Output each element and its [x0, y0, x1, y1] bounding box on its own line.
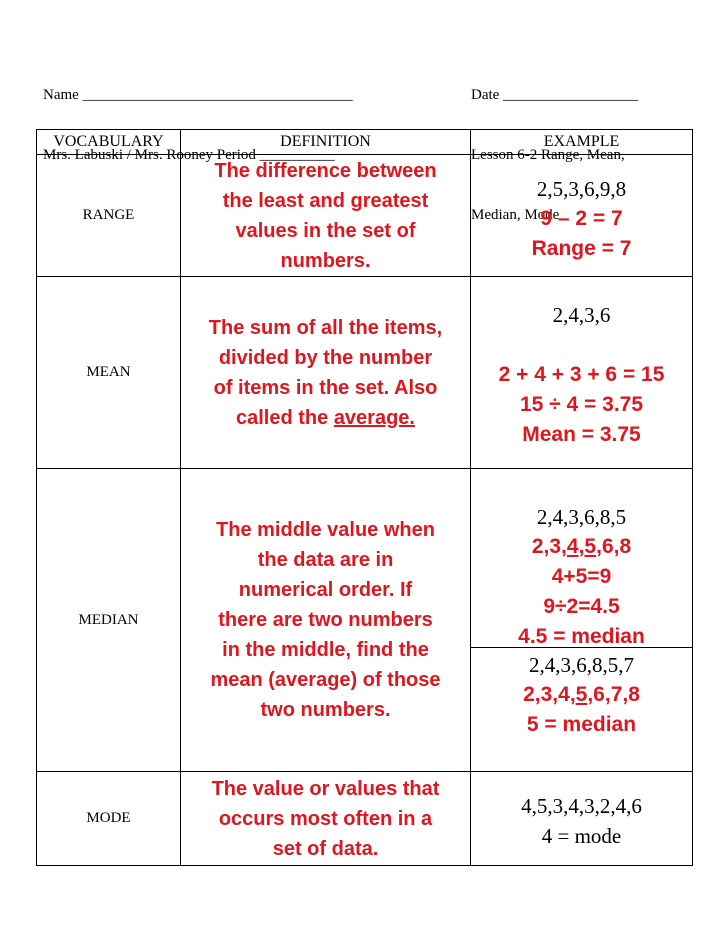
sorted-part: ,6,8: [596, 535, 632, 558]
example-result: 5 = median: [526, 713, 637, 736]
example-result: 4.5 = median: [518, 625, 645, 648]
definition-line: [181, 403, 470, 433]
definition-line: The sum of all the items,: [208, 316, 443, 339]
example-set: 2,5,3,6,9,8: [536, 176, 627, 201]
table-header-row: [37, 130, 693, 155]
example-division: 9÷2=4.5: [543, 595, 620, 618]
teacher-period-line[interactable]: Mrs. Labuski / Mrs. Rooney Period __________: [43, 147, 335, 163]
example-set: 4,5,3,4,3,2,4,6: [521, 793, 642, 818]
median-example-odd: [471, 648, 692, 740]
example-range: [471, 155, 693, 277]
definition-line: The middle value when: [216, 519, 435, 541]
table-row-mode: [37, 772, 693, 866]
example-set: 2,4,3,6,8,5,7: [529, 653, 634, 677]
term-mode: MODE: [37, 772, 181, 866]
definition-mode: [181, 772, 471, 866]
header-example: EXAMPLE: [471, 130, 693, 155]
sorted-part: ,: [578, 535, 585, 558]
example-sum: 4+5=9: [551, 565, 612, 588]
table-row-range: [37, 155, 693, 277]
sorted-part: 2,3,: [531, 535, 567, 558]
example-set: 2,4,3,6: [552, 302, 611, 327]
term-mean: MEAN: [37, 277, 181, 469]
middle-value: 5: [584, 535, 597, 558]
lesson-title-line1: Lesson 6-2 Range, Mean,: [471, 147, 625, 163]
header-definition: DEFINITION: [181, 130, 471, 155]
example-result: Mean = 3.75: [522, 422, 641, 446]
name-line[interactable]: Name ____________________________________: [43, 87, 353, 103]
example-set: 2,4,3,6,8,5: [536, 505, 627, 529]
definition-line: divided by the number: [218, 346, 433, 369]
definition-line: The difference between: [214, 159, 437, 182]
middle-value: 4: [566, 535, 579, 558]
definition-line: in the middle, find the: [222, 639, 429, 661]
median-example-even: [471, 502, 692, 647]
table-row-mean: [37, 277, 693, 469]
example-calc: 9 – 2 = 7: [540, 206, 623, 230]
definition-line: two numbers.: [260, 699, 391, 721]
term-range: RANGE: [37, 155, 181, 277]
example-mode: [471, 772, 693, 866]
example-result: Range = 7: [531, 236, 632, 260]
vocabulary-table: [36, 129, 693, 866]
example-sorted: [471, 532, 692, 562]
example-mean: [471, 277, 693, 469]
definition-text: called the: [236, 406, 334, 429]
example-median: [471, 469, 693, 772]
definition-line: The value or values that: [211, 777, 440, 800]
middle-value: 5: [575, 683, 588, 706]
lesson-title-line2: Median, Mode: [471, 207, 560, 223]
example-sorted: [471, 680, 692, 710]
sorted-part: 2,3,4,: [523, 683, 576, 706]
term-median: MEDIAN: [37, 469, 181, 772]
example-result: 4 = mode: [541, 823, 622, 848]
definition-line: mean (average) of those: [210, 669, 441, 691]
definition-line: numerical order. If: [238, 579, 413, 601]
definition-line: the data are in: [257, 549, 394, 571]
table-row-median: [37, 469, 693, 772]
sorted-part: ,6,7,8: [587, 683, 640, 706]
definition-median: [181, 469, 471, 772]
header-vocabulary: VOCABULARY: [37, 130, 181, 155]
example-division: 15 ÷ 4 = 3.75: [519, 392, 644, 416]
definition-keyword-average: average.: [333, 406, 415, 429]
definition-range: [181, 155, 471, 277]
definition-line: occurs most often in a: [218, 807, 433, 830]
definition-line: numbers.: [280, 249, 371, 272]
definition-line: there are two numbers: [218, 609, 433, 631]
definition-mean: [181, 277, 471, 469]
definition-line: the least and greatest: [222, 189, 429, 212]
definition-line: of items in the set. Also: [213, 376, 438, 399]
date-line[interactable]: Date __________________: [471, 87, 639, 103]
definition-line: values in the set of: [235, 219, 416, 242]
example-sum: 2 + 4 + 3 + 6 = 15: [498, 362, 665, 386]
definition-line: set of data.: [272, 837, 379, 860]
